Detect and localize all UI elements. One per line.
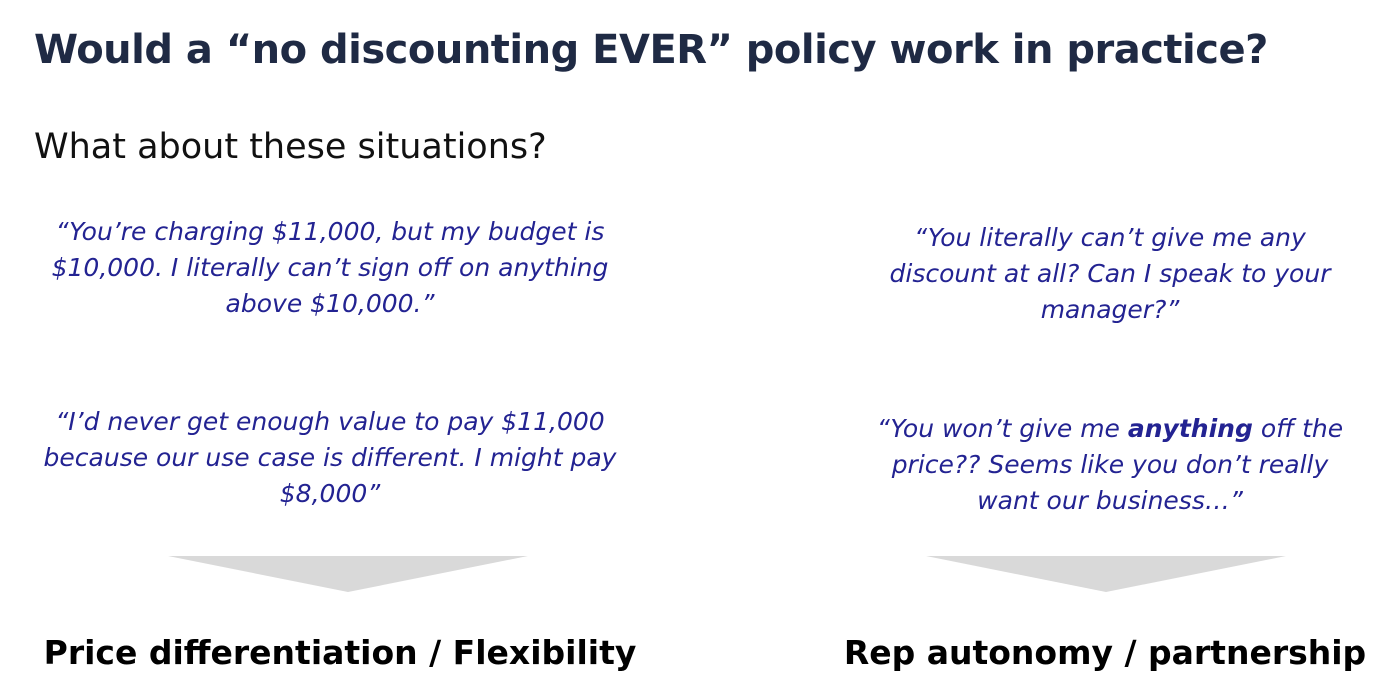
quote-emphasis: anything xyxy=(1127,414,1253,443)
slide-title: Would a “no discounting EVER” policy work in practice? xyxy=(34,27,1268,73)
conclusion-rep-autonomy: Rep autonomy / partnership xyxy=(843,633,1367,672)
quote-text: off the price?? Seems like you don’t really want our business…” xyxy=(891,414,1344,515)
slide-subtitle: What about these situations? xyxy=(34,127,547,167)
quote-text: “I’d never get enough value to pay $11,000 because our use case is different. I might pay $8,000” xyxy=(43,407,617,508)
quote-value-mismatch xyxy=(30,404,630,512)
down-arrow-left-icon xyxy=(168,556,528,592)
quote-budget-limit xyxy=(30,214,630,322)
quote-text: “You literally can’t give me any discount at all? Can I speak to your manager?” xyxy=(889,223,1331,324)
quote-no-discount-complaint xyxy=(860,411,1360,519)
down-arrow-right-icon xyxy=(926,556,1286,592)
quote-text: “You’re charging $11,000, but my budget is $10,000. I literally can’t sign off on anything above $10,000.” xyxy=(51,217,609,318)
quote-manager-request xyxy=(860,220,1360,328)
quote-text: “You won’t give me xyxy=(876,414,1128,443)
conclusion-price-differentiation: Price differentiation / Flexibility xyxy=(43,633,637,672)
